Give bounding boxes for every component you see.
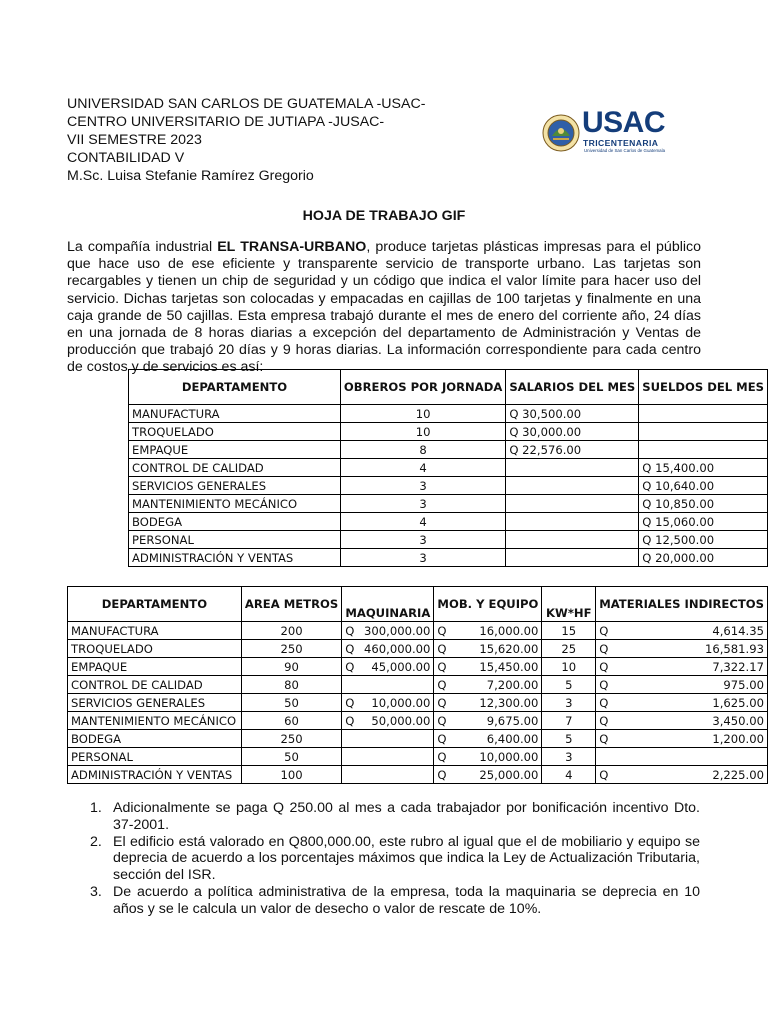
currency-symbol: Q <box>345 659 355 674</box>
money-cell <box>434 640 542 658</box>
currency-symbol: Q <box>345 695 355 710</box>
currency-symbol: Q <box>437 695 447 710</box>
value-cell <box>506 513 639 531</box>
column-header: MATERIALES INDIRECTOS <box>596 587 768 622</box>
list-item <box>80 800 700 834</box>
currency-symbol: Q <box>437 677 447 692</box>
company-name: EL TRANSA-URBANO <box>217 239 367 255</box>
header-center: CENTRO UNIVERSITARIO DE JUTIAPA -JUSAC- <box>67 114 385 130</box>
logo-caption: Universidad de San Carlos de Guatemala <box>584 148 666 153</box>
table-row <box>68 730 768 748</box>
value-cell: 200 <box>241 622 341 640</box>
table-header-row <box>68 587 768 622</box>
value-cell: 8 <box>340 441 505 459</box>
department-cell: ADMINISTRACIÓN Y VENTAS <box>129 549 341 567</box>
value-cell: Q 12,500.00 <box>639 531 768 549</box>
table-row <box>129 405 768 423</box>
money-cell <box>434 694 542 712</box>
value-cell: 25 <box>542 640 596 658</box>
costs-table <box>67 586 768 784</box>
money-cell <box>342 622 434 640</box>
money-cell <box>434 712 542 730</box>
value-cell: 60 <box>241 712 341 730</box>
list-item <box>80 884 700 918</box>
money-cell <box>434 730 542 748</box>
table-header-row <box>129 370 768 405</box>
para-before: La compañía industrial <box>67 239 218 255</box>
money-cell <box>434 766 542 784</box>
list-text: De acuerdo a política administrativa de la empresa, toda la maquinaria se deprecia en 10 años y se le calcula un valor de desecho o valor de rescate de 10%. <box>113 883 700 917</box>
table-row <box>68 640 768 658</box>
value-cell <box>639 441 768 459</box>
logo-subtitle: TRICENTENARIA <box>583 138 659 148</box>
table-row <box>68 766 768 784</box>
money-cell <box>596 658 768 676</box>
list-number: 3. <box>90 883 102 900</box>
value-cell: 3 <box>340 549 505 567</box>
currency-symbol: Q <box>345 641 355 656</box>
value-cell: Q 10,850.00 <box>639 495 768 513</box>
value-cell: 50 <box>241 694 341 712</box>
currency-symbol: Q <box>437 731 447 746</box>
usac-logo <box>542 106 666 158</box>
department-cell: MANTENIMIENTO MECÁNICO <box>68 712 242 730</box>
department-cell: ADMINISTRACIÓN Y VENTAS <box>68 766 242 784</box>
table-row <box>68 658 768 676</box>
table-row <box>129 549 768 567</box>
value-cell: Q 30,500.00 <box>506 405 639 423</box>
value-cell: 4 <box>542 766 596 784</box>
amount: 16,000.00 <box>479 623 539 638</box>
amount: 25,000.00 <box>479 767 539 782</box>
workers-table <box>128 369 768 567</box>
department-cell: PERSONAL <box>129 531 341 549</box>
currency-symbol: Q <box>437 749 447 764</box>
value-cell: Q 10,640.00 <box>639 477 768 495</box>
department-cell: EMPAQUE <box>129 441 341 459</box>
para-after: , produce tarjetas plásticas impresas para el público que hace uso de ese eficiente y transparente servicio de transporte urbano. Las tarjetas son recargables y tienen un chip de seguridad y un código que indica el valor límite para hacer uso del servicio. Dichas tarjetas son colocadas y empacadas en cajillas de 100 tarjetas y finalmente en una caja grande de 50 cajillas. Esta empresa trabajó durante el mes de enero del corriente año, 24 días en una jornada de 8 horas diarias a excepción del departamento de Administración y Ventas de producción que trabajó 20 días y 9 horas diarias. La información correspondiente para cada centro de costos y de servicios es así: <box>67 239 701 376</box>
notes-list <box>80 800 700 918</box>
value-cell: 250 <box>241 730 341 748</box>
table-row <box>129 513 768 531</box>
money-cell <box>596 676 768 694</box>
list-text: Adicionalmente se paga Q 250.00 al mes a cada trabajador por bonificación incentivo Dto. 37-2001. <box>113 800 700 833</box>
value-cell: 7 <box>542 712 596 730</box>
list-text: El edificio está valorado en Q800,000.00, este rubro al igual que el de mobiliario y equipo se deprecia de acuerdo a los porcentajes máximos que indica la Ley de Actualización Tributaria, sección del ISR. <box>113 833 700 884</box>
money-cell <box>596 748 768 766</box>
money-cell <box>342 676 434 694</box>
amount: 300,000.00 <box>364 623 431 638</box>
value-cell: 250 <box>241 640 341 658</box>
column-header: AREA METROS <box>241 587 341 622</box>
list-number: 2. <box>90 833 102 850</box>
value-cell: 5 <box>542 730 596 748</box>
department-cell: TROQUELADO <box>129 423 341 441</box>
column-header: KW*HF <box>542 587 596 622</box>
value-cell: 15 <box>542 622 596 640</box>
currency-symbol: Q <box>437 659 447 674</box>
value-cell: 3 <box>340 531 505 549</box>
amount: 15,620.00 <box>479 641 539 656</box>
money-cell <box>342 712 434 730</box>
value-cell <box>639 405 768 423</box>
usac-seal-icon <box>542 114 580 152</box>
amount: 4,614.35 <box>712 623 764 638</box>
amount: 460,000.00 <box>364 641 431 656</box>
currency-symbol: Q <box>345 623 355 638</box>
department-cell: TROQUELADO <box>68 640 242 658</box>
header-university: UNIVERSIDAD SAN CARLOS DE GUATEMALA -USAC- <box>67 96 426 112</box>
money-cell <box>342 640 434 658</box>
value-cell: 4 <box>340 513 505 531</box>
amount: 1,200.00 <box>712 731 764 746</box>
table-row <box>68 712 768 730</box>
table-row <box>129 477 768 495</box>
value-cell <box>506 459 639 477</box>
currency-symbol: Q <box>599 731 609 746</box>
header-block <box>67 95 425 185</box>
money-cell <box>342 748 434 766</box>
value-cell: 3 <box>340 477 505 495</box>
value-cell: Q 15,400.00 <box>639 459 768 477</box>
money-cell <box>596 712 768 730</box>
column-header: SALARIOS DEL MES <box>506 370 639 405</box>
page-title: HOJA DE TRABAJO GIF <box>302 208 466 224</box>
value-cell <box>506 495 639 513</box>
money-cell <box>342 730 434 748</box>
value-cell: 3 <box>542 748 596 766</box>
value-cell <box>506 477 639 495</box>
currency-symbol: Q <box>599 623 609 638</box>
department-cell: MANUFACTURA <box>129 405 341 423</box>
department-cell: CONTROL DE CALIDAD <box>68 676 242 694</box>
currency-symbol: Q <box>437 641 447 656</box>
amount: 9,675.00 <box>486 713 539 728</box>
money-cell <box>434 658 542 676</box>
column-header: MAQUINARIA <box>342 587 434 622</box>
department-cell: EMPAQUE <box>68 658 242 676</box>
currency-symbol: Q <box>437 623 447 638</box>
table-row <box>129 459 768 477</box>
table-row <box>68 748 768 766</box>
money-cell <box>596 640 768 658</box>
value-cell: 80 <box>241 676 341 694</box>
currency-symbol: Q <box>599 695 609 710</box>
value-cell: Q 20,000.00 <box>639 549 768 567</box>
department-cell: SERVICIOS GENERALES <box>68 694 242 712</box>
value-cell: 10 <box>542 658 596 676</box>
value-cell: 50 <box>241 748 341 766</box>
department-cell: SERVICIOS GENERALES <box>129 477 341 495</box>
table-row <box>129 423 768 441</box>
column-header: MOB. Y EQUIPO <box>434 587 542 622</box>
department-cell: MANUFACTURA <box>68 622 242 640</box>
department-cell: PERSONAL <box>68 748 242 766</box>
money-cell <box>596 730 768 748</box>
value-cell: Q 30,000.00 <box>506 423 639 441</box>
amount: 10,000.00 <box>371 695 431 710</box>
header-semester: VII SEMESTRE 2023 <box>67 132 202 148</box>
money-cell <box>342 694 434 712</box>
value-cell: 10 <box>340 405 505 423</box>
table-row <box>68 676 768 694</box>
amount: 50,000.00 <box>371 713 431 728</box>
amount: 10,000.00 <box>479 749 539 764</box>
value-cell: 5 <box>542 676 596 694</box>
currency-symbol: Q <box>345 713 355 728</box>
money-cell <box>434 622 542 640</box>
currency-symbol: Q <box>599 677 609 692</box>
column-header: SUELDOS DEL MES <box>639 370 768 405</box>
table-row <box>68 622 768 640</box>
value-cell <box>639 423 768 441</box>
amount: 12,300.00 <box>479 695 539 710</box>
amount: 45,000.00 <box>371 659 431 674</box>
value-cell <box>506 531 639 549</box>
money-cell <box>342 658 434 676</box>
amount: 15,450.00 <box>479 659 539 674</box>
amount: 2,225.00 <box>712 767 764 782</box>
currency-symbol: Q <box>437 713 447 728</box>
department-cell: CONTROL DE CALIDAD <box>129 459 341 477</box>
currency-symbol: Q <box>437 767 447 782</box>
value-cell: 3 <box>340 495 505 513</box>
amount: 16,581.93 <box>704 641 764 656</box>
amount: 1,625.00 <box>712 695 764 710</box>
value-cell: 90 <box>241 658 341 676</box>
column-header: DEPARTAMENTO <box>68 587 242 622</box>
value-cell <box>506 549 639 567</box>
column-header: DEPARTAMENTO <box>129 370 341 405</box>
value-cell: Q 22,576.00 <box>506 441 639 459</box>
money-cell <box>342 766 434 784</box>
header-teacher: M.Sc. Luisa Stefanie Ramírez Gregorio <box>67 168 314 184</box>
logo-word: USAC <box>582 106 666 139</box>
intro-paragraph <box>67 239 701 377</box>
table-row <box>129 441 768 459</box>
amount: 3,450.00 <box>712 713 764 728</box>
money-cell <box>434 748 542 766</box>
column-header: OBREROS POR JORNADA <box>340 370 505 405</box>
list-item <box>80 834 700 884</box>
currency-symbol: Q <box>599 659 609 674</box>
list-number: 1. <box>90 800 102 816</box>
amount: 7,322.17 <box>712 659 764 674</box>
value-cell: 3 <box>542 694 596 712</box>
currency-symbol: Q <box>599 713 609 728</box>
header-course: CONTABILIDAD V <box>67 150 185 166</box>
value-cell: Q 15,060.00 <box>639 513 768 531</box>
table-row <box>68 694 768 712</box>
money-cell <box>596 766 768 784</box>
amount: 975.00 <box>723 677 764 692</box>
table-row <box>129 495 768 513</box>
department-cell: MANTENIMIENTO MECÁNICO <box>129 495 341 513</box>
money-cell <box>434 676 542 694</box>
money-cell <box>596 694 768 712</box>
value-cell: 100 <box>241 766 341 784</box>
money-cell <box>596 622 768 640</box>
department-cell: BODEGA <box>129 513 341 531</box>
currency-symbol: Q <box>599 641 609 656</box>
amount: 7,200.00 <box>486 677 539 692</box>
value-cell: 4 <box>340 459 505 477</box>
table-row <box>129 531 768 549</box>
amount: 6,400.00 <box>486 731 539 746</box>
department-cell: BODEGA <box>68 730 242 748</box>
currency-symbol: Q <box>599 767 609 782</box>
value-cell: 10 <box>340 423 505 441</box>
